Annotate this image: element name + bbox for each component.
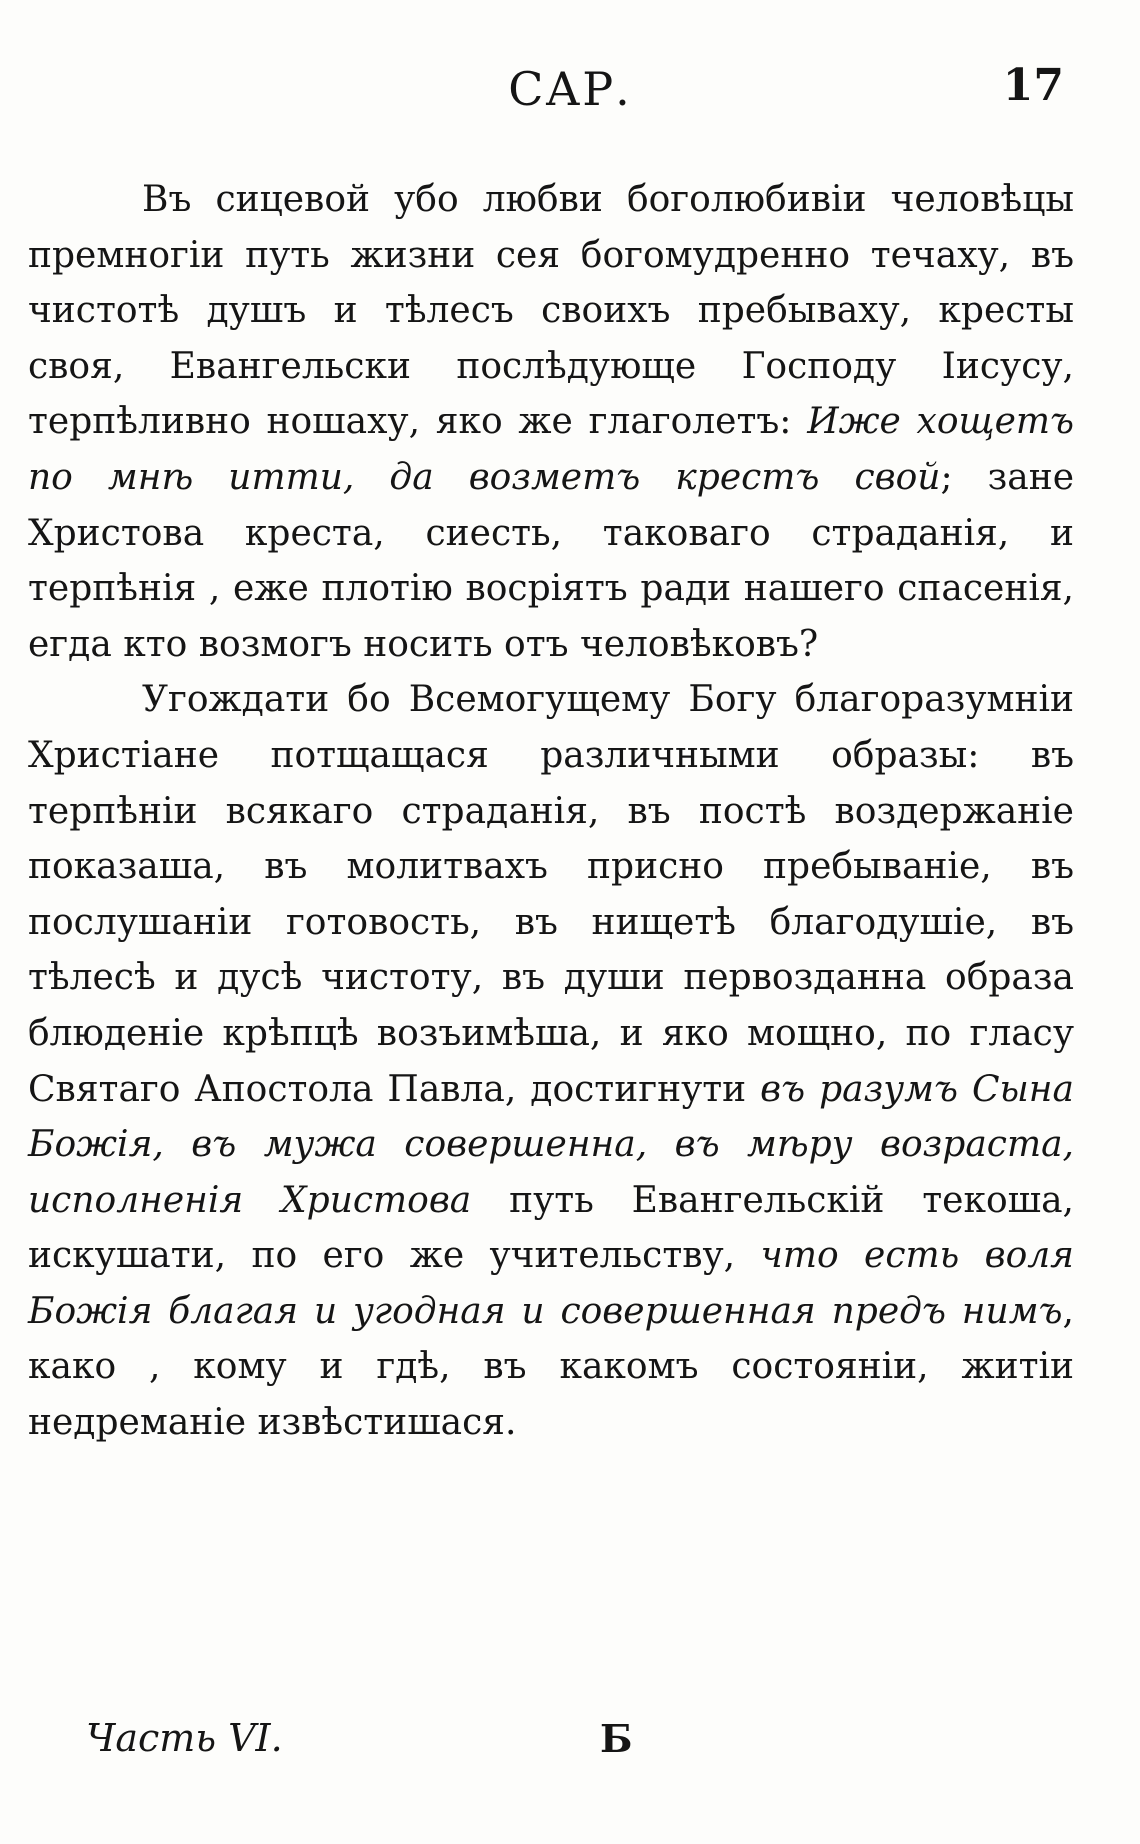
paragraph-1-text-b: ; зане Христова креста, сиесть, таковаго страданія, и терпѣнія , еже плотію восріятъ ради нашего спасенія, егда кто возмогъ носить отъ человѣковъ? (28, 456, 1074, 665)
paragraph-1 (28, 172, 1074, 672)
running-head: САР. (508, 62, 632, 116)
page-number: 17 (1002, 60, 1064, 111)
paragraph-2-quote-2: что есть воля Божія благая и угодная и совершенная предъ нимъ (28, 1235, 1074, 1332)
paragraph-2-text-b: путь Евангельскій текоша, искушати, по его же учительству, (28, 1179, 1074, 1277)
paragraph-2-text-a: Угождати бо Всемогущему Богу благоразумніи Христіане потщащася различными образы: въ терпѣніи всякаго страданія, въ постѣ воздержаніе показаша, въ молитвахъ присно пребываніе, въ послушаніи готовость, въ нищетѣ благодушіе, въ тѣлесѣ и дусѣ чистоту, въ души первозданна образа блюденіе крѣпцѣ возъимѣша, и яко мощно, по гласу Святаго Апостола Павла, достигнути (28, 679, 1074, 1110)
paragraph-2-quote-1: въ разумъ Сына Божія, въ мужа совершенна, въ мѣру возраста, исполненія Христова (28, 1068, 1074, 1221)
paragraph-2 (28, 672, 1074, 1450)
paragraph-1-quote: Иже хощетъ по мнѣ итти, да возметъ крестъ свой (28, 401, 1075, 498)
signature-line: Часть VI. (86, 1716, 283, 1760)
paragraph-1-text-a: Въ сицевой убо любви боголюбивіи человѣцы премногіи путь жизни сея богомудренно течаху, въ чистотѣ душъ и тѣлесъ своихъ пребываху, кресты своя, Евангельски послѣдующе Господу Іисусу, терпѣливно ношаху, яко же глаголетъ: (28, 179, 1074, 443)
body-text (28, 172, 1074, 1451)
paragraph-2-text-c: , како , кому и гдѣ, въ какомъ состояніи, житіи недреманіе извѣстишася. (28, 1290, 1074, 1444)
signature-mark: Б (600, 1716, 633, 1761)
